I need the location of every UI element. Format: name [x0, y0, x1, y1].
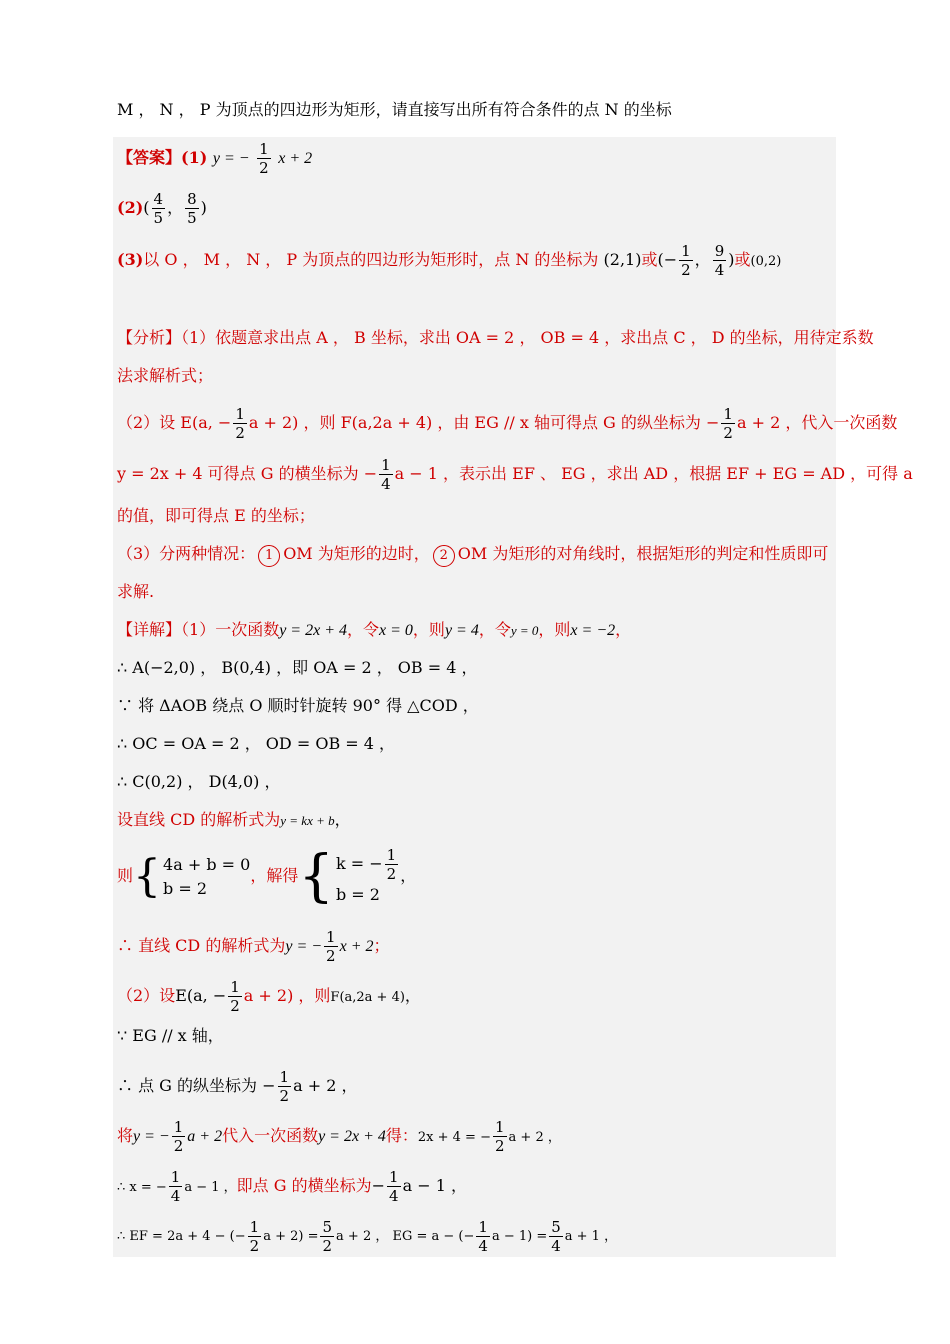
analysis-line-6: （3）分两种情况： 1 OM 为矩形的边时， 2 OM 为矩形的对角线时，根据矩形的判定和性质即可 — [117, 542, 828, 567]
equation-system: 4a + b = 0 b = 2 — [163, 854, 251, 898]
fraction: $\frac{8}{5}$ — [187, 190, 197, 227]
fraction: $\frac{1}{2}$ — [230, 978, 240, 1015]
fraction: $\frac{1}{4}$ — [478, 1218, 488, 1255]
fraction: $\frac{1}{2}$ — [173, 1118, 184, 1155]
fraction: $\frac{1}{2}$ — [494, 1118, 505, 1155]
answer-part-2: (2)( $\frac{4}{5}$ ， $\frac{8}{5}$ ) — [117, 190, 207, 227]
fraction: $\frac{5}{4}$ — [551, 1218, 561, 1255]
equation-system: k = − $\frac{1}{2}$ b = 2 — [335, 846, 397, 904]
analysis-line-4: y = 2x + 4 可得点 G 的横坐标为 − $\frac{1}{4}$ a − 1 ，表示出 EF 、 EG ，求出 AD ，根据 EF + EG = AD ，可得 a — [117, 456, 913, 493]
detail-line-11: ∴ 点 G 的纵坐标为 − $\frac{1}{2}$ a + 2 ， — [117, 1068, 358, 1105]
answer-label: 【答案】 — [117, 148, 182, 167]
circled-number: 2 — [433, 545, 455, 567]
detail-line-2: ∴ A(−2,0) ， B(0,4) ，即 OA = 2 ， OB = 4 ， — [117, 658, 478, 677]
analysis-line-1: 【分析】（1）依题意求出点 A ， B 坐标，求出 OA = 2 ， OB = 4 ，求出点 C ， D 的坐标，用待定系数 — [117, 328, 874, 347]
fraction: $\frac{1}{2}$ — [723, 405, 733, 442]
detail-line-10: ∵ EG // x 轴， — [117, 1026, 224, 1045]
fraction: $\frac{1}{2}$ — [386, 846, 397, 883]
analysis-line-5: 的值，即可得点 E 的坐标； — [117, 506, 315, 525]
detail-line-3: ∵ 将 ΔAOB 绕点 O 顺时针旋转 90° 得 △COD ， — [117, 696, 479, 715]
analysis-line-2: 法求解析式； — [117, 366, 214, 385]
fraction: $\frac{1}{2}$ — [681, 242, 691, 279]
fraction: $\frac{4}{5}$ — [153, 190, 164, 227]
detail-line-6: 设直线 CD 的解析式为y = kx + b， — [117, 810, 351, 829]
fraction: $\frac{5}{2}$ — [322, 1218, 333, 1255]
detail-line-1: 【详解】（1）一次函数y = 2x + 4，令x = 0，则y = 4，令y = 0，则x = −2， — [117, 620, 632, 639]
question-tail: M ， N ， P 为顶点的四边形为矩形，请直接写出所有符合条件的点 N 的坐标 — [117, 100, 672, 119]
fraction: $\frac{1}{2}$ — [259, 140, 269, 177]
fraction: $\frac{1}{2}$ — [249, 1218, 260, 1255]
circled-number: 1 — [258, 545, 280, 567]
fraction: $\frac{1}{4}$ — [170, 1168, 181, 1205]
analysis-line-7: 求解. — [117, 582, 155, 601]
fraction: $\frac{1}{4}$ — [381, 456, 391, 493]
fraction: $\frac{1}{2}$ — [326, 928, 336, 965]
detail-line-4: ∴ OC = OA = 2 ， OD = OB = 4 ， — [117, 734, 396, 753]
answer-part-3: (3)以 O ， M ， N ， P 为顶点的四边形为矩形时，点 N 的坐标为 (2,1)或(− $\frac{1}{2}$ ， $\frac{9}{4}$ )或(0,2) — [117, 242, 782, 279]
analysis-line-3: （2）设 E(a, − $\frac{1}{2}$ a + 2) ，则 F(a,2a + 4) ，由 EG // x 轴可得点 G 的纵坐标为 − $\frac{1}{2}$ a + 2 ，代入一次函数 — [117, 405, 898, 442]
detail-line-5: ∴ C(0,2) ， D(4,0) ， — [117, 772, 281, 791]
fraction: $\frac{1}{2}$ — [279, 1068, 290, 1105]
detail-line-13: ∴ x = − $\frac{1}{4}$ a − 1 ，即点 G 的横坐标为− $\frac{1}{4}$ a − 1 ， — [117, 1168, 467, 1205]
detail-line-9: （2）设E(a, − $\frac{1}{2}$ a + 2) ，则F(a,2a + 4)， — [117, 978, 421, 1015]
answer-part-1: 【答案】(1) y = − $\frac{1}{2}$ x + 2 — [117, 140, 313, 177]
detail-line-7: 则{ 4a + b = 0 b = 2 ，解得{ k = − $\frac{1}{2}$ b = 2 ， — [117, 843, 417, 909]
fraction: $\frac{1}{2}$ — [235, 405, 245, 442]
detail-line-8: ∴ 直线 CD 的解析式为y = − $\frac{1}{2}$ x + 2； — [117, 928, 390, 965]
fraction: $\frac{9}{4}$ — [714, 242, 725, 279]
detail-line-12: 将y = − $\frac{1}{2}$ a + 2代入一次函数y = 2x + 4得：2x + 4 = − $\frac{1}{2}$ a + 2 ， — [117, 1118, 561, 1155]
fraction: $\frac{1}{4}$ — [389, 1168, 399, 1205]
detail-line-14: ∴ EF = 2a + 4 − (− $\frac{1}{2}$ a + 2) = $\frac{5}{2}$ a + 2 ， EG = a − (− $\frac{1}{4}$ a − 1) = $\frac{5}{4}$ a + 1 ， — [117, 1218, 618, 1255]
